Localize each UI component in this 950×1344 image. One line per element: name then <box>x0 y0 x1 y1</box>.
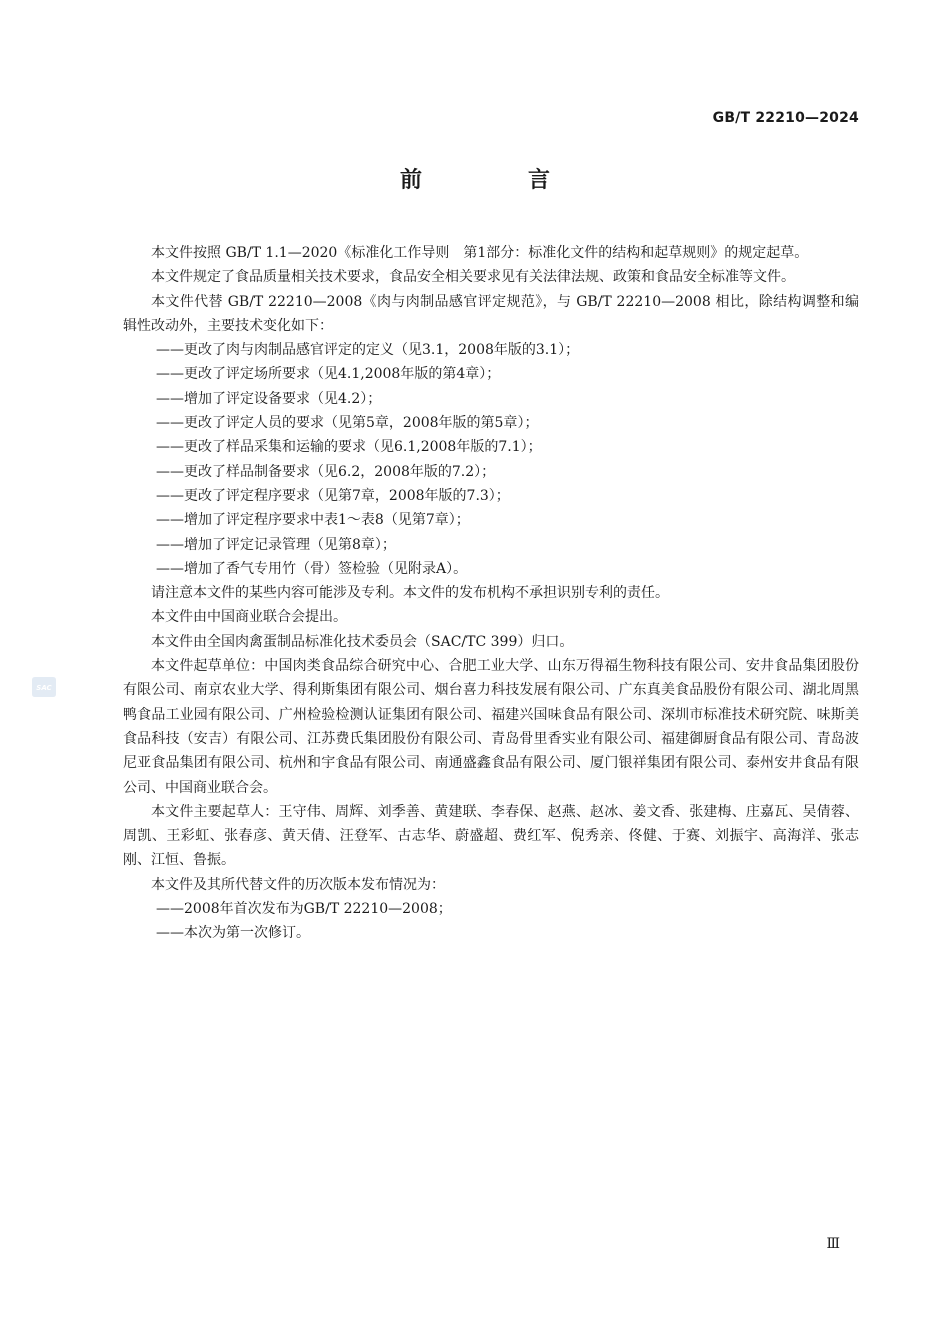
changes-list <box>123 338 859 581</box>
list-item: ——更改了肉与肉制品感官评定的定义（见3.1，2008年版的3.1）； <box>156 342 580 359</box>
page-number: Ⅲ <box>826 1236 840 1252</box>
sac-watermark-logo <box>31 675 57 699</box>
paragraph: 请注意本文件的某些内容可能涉及专利。本文件的发布机构不承担识别专利的责任。 <box>151 585 669 602</box>
page-title: 前 言 <box>399 168 592 193</box>
list-item: ——更改了评定人员的要求（见第5章，2008年版的第5章）； <box>156 415 539 432</box>
paragraph: 本文件由中国商业联合会提出。 <box>151 609 347 626</box>
paragraph: 本文件规定了食品质量相关技术要求，食品安全相关要求见有关法律法规、政策和食品安全标准等文件。 <box>151 269 795 286</box>
paragraph: 本文件按照 GB/T 1.1—2020《标准化工作导则 第1部分：标准化文件的结构和起草规则》的规定起草。 <box>151 245 809 261</box>
list-item: ——更改了评定场所要求（见4.1,2008年版的第4章）； <box>156 366 501 383</box>
list-item: ——增加了评定记录管理（见第8章）； <box>156 536 396 553</box>
list-item: ——2008年首次发布为GB/T 22210—2008； <box>156 901 452 918</box>
standard-code: GB/T 22210—2024 <box>712 110 859 126</box>
list-item: ——本次为第一次修订。 <box>156 925 310 942</box>
list-item: ——增加了评定程序要求中表1～表8（见第7章）； <box>156 512 470 529</box>
svg-text:SAC: SAC <box>36 684 52 692</box>
history-list <box>123 897 859 946</box>
list-item: ——更改了样品采集和运输的要求（见6.1,2008年版的7.1）； <box>156 439 542 456</box>
list-item: ——更改了样品制备要求（见6.2，2008年版的7.2）； <box>156 463 496 480</box>
paragraph: 本文件及其所代替文件的历次版本发布情况为： <box>151 876 445 893</box>
list-item: ——增加了香气专用竹（骨）签检验（见附录A）。 <box>156 560 468 577</box>
paragraph: 本文件主要起草人：王守伟、周辉、刘季善、黄建联、李春保、赵燕、赵冰、姜文香、张建梅、庄嘉瓦、吴倩蓉、周凯、王彩虹、张春彦、黄天倩、汪登军、古志华、蔚盛超、费红军、倪秀亲、佟健、于赛、刘振宇、高海洋、张志刚、江恒、鲁振。 <box>123 803 859 869</box>
list-item: ——更改了评定程序要求（见第7章，2008年版的7.3）； <box>156 487 510 504</box>
foreword-body <box>123 241 859 946</box>
paragraph: 本文件代替 GB/T 22210—2008《肉与肉制品感官评定规范》，与 GB/T 22210—2008 相比，除结构调整和编辑性改动外，主要技术变化如下： <box>123 293 859 334</box>
list-item: ——增加了评定设备要求（见4.2）； <box>156 390 382 407</box>
paragraph: 本文件起草单位：中国肉类食品综合研究中心、合肥工业大学、山东万得福生物科技有限公司、安井食品集团股份有限公司、南京农业大学、得利斯集团有限公司、烟台喜力科技发展有限公司、广东真美食品股份有限公司、湖北周黑鸭食品工业园有限公司、广州检验检测认证集团有限公司、福建兴国味食品有限公司、深圳市标准技术研究院、味斯美食品科技（安吉）有限公司、江苏费氏集团股份有限公司、青岛骨里香实业有限公司、福建御厨食品有限公司、青岛波尼亚食品集团有限公司、杭州和宇食品有限公司、南通盛鑫食品有限公司、厦门银祥集团有限公司、泰州安井食品有限公司、中国商业联合会。 <box>123 658 859 796</box>
paragraph: 本文件由全国肉禽蛋制品标准化技术委员会（SAC/TC 399）归口。 <box>151 633 574 650</box>
